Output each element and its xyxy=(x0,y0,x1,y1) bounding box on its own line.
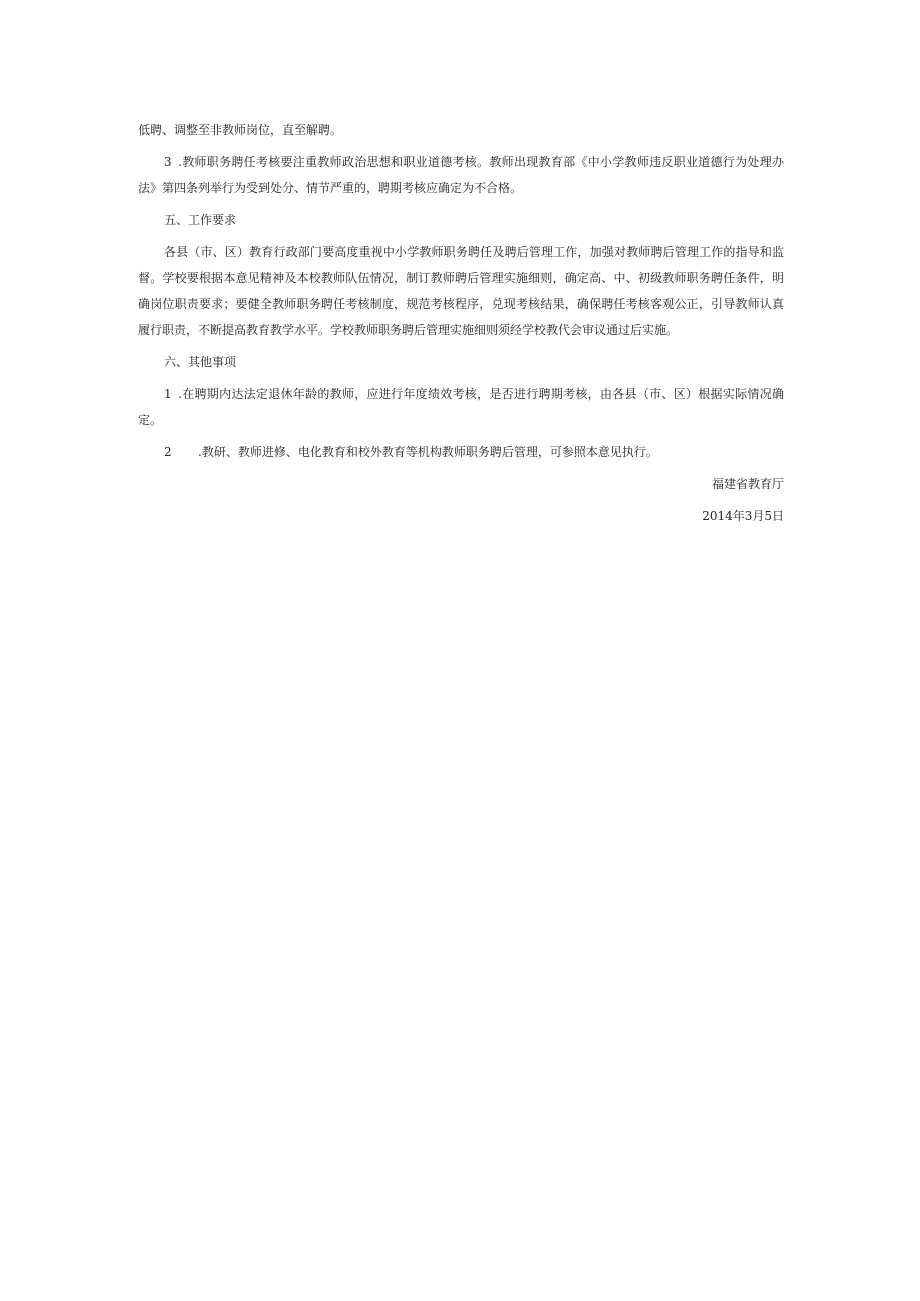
paragraph-text: .教师职务聘任考核要注重教师政治思想和职业道德考核。教师出现教育部《中小学教师违反职业道德行为处理办法》第四条列举行为受到处分、情节严重的，聘期考核应确定为不合格。 xyxy=(138,155,784,195)
paragraph-text: 低聘、调整至非教师岗位，直至解聘。 xyxy=(138,123,343,137)
item-number: 3 xyxy=(164,155,172,169)
paragraph-work-requirements xyxy=(138,239,784,343)
paragraph-text: .在聘期内达法定退休年龄的教师，应进行年度绩效考核，是否进行聘期考核，由各县（市、区）根据实际情况确定。 xyxy=(138,387,784,427)
paragraph-item-2 xyxy=(138,439,784,465)
item-number: 1 xyxy=(164,387,172,401)
issue-date: 2014年3月5日 xyxy=(702,509,784,523)
paragraph-demotion xyxy=(138,117,784,143)
paragraph-text: 各县（市、区）教育行政部门要高度重视中小学教师职务聘任及聘后管理工作，加强对教师聘后管理工作的指导和监督。学校要根据本意见精神及本校教师队伍情况，制订教师聘后管理实施细则，确定高、中、初级教师职务聘任条件，明确岗位职责要求；要健全教师职务聘任考核制度，规范考核程序，兑现考核结果，确保聘任考核客观公正，引导教师认真履行职责，不断提高教育教学水平。学校教师职务聘后管理实施细则须经学校教代会审议通过后实施。 xyxy=(138,245,784,337)
section-heading-work-requirements: 五、工作要求 xyxy=(164,213,237,227)
paragraph-item-3 xyxy=(138,149,784,201)
item-number: 2 xyxy=(164,445,172,459)
section-heading-other-matters: 六、其他事项 xyxy=(164,355,237,369)
document-body xyxy=(138,117,784,529)
signature-issuer: 福建省教育厅 xyxy=(711,477,784,491)
paragraph-text: .教研、教师进修、电化教育和校外教育等机构教师职务聘后管理，可参照本意见执行。 xyxy=(198,445,658,459)
paragraph-item-1 xyxy=(138,381,784,433)
